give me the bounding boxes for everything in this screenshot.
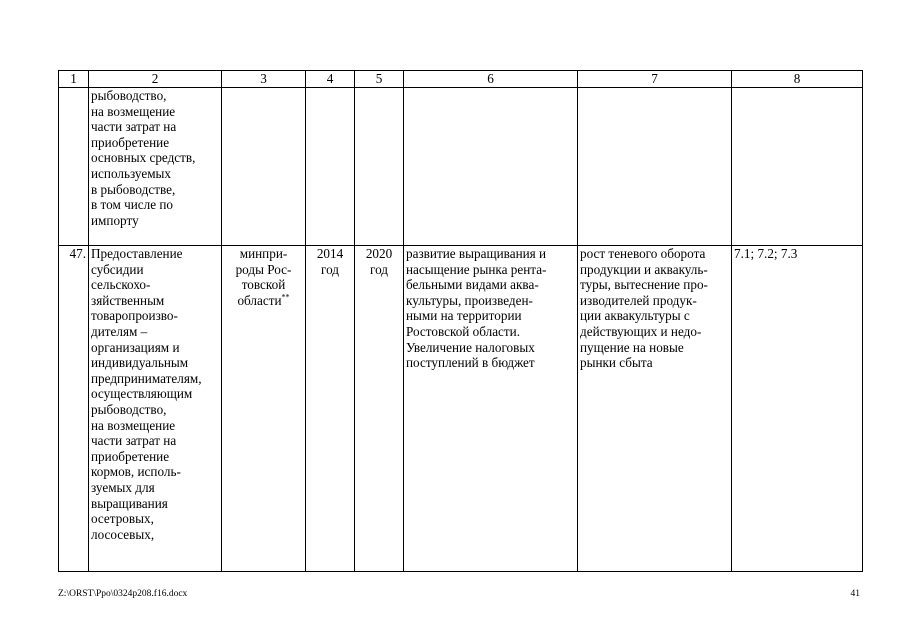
cell-number: 47.: [59, 246, 89, 572]
footer-page-number: 41: [850, 589, 860, 599]
cell-measure-name: рыбоводство, на возмещение части затрат на приобретение основных средств, используемых в рыбоводстве, в том числе по импорту: [89, 88, 222, 246]
cell-end-year: 2020 год: [355, 246, 404, 572]
executor-text: минпри- роды Рос- товской области: [235, 246, 292, 308]
cell-measure-name: Предоставление субсидии сельскохо- зяйственным товаропроизво- дителям – организациям и индивидуальным предпринимателям, осуществляющим рыбоводство, на возмещение части затрат на приобретение кормов, исполь- зуемых для выращивания осетровых, лососевых,: [89, 246, 222, 572]
cell-consequences: рост теневого оборота продукции и аквакуль- туры, вытеснение про- изводителей продук- ции аквакультуры с действующих и недо- пущение на новые рынки сбыта: [578, 246, 732, 572]
col-header-5: 5: [355, 71, 404, 88]
table-row-continuation: [59, 88, 863, 246]
col-header-2: 2: [89, 71, 222, 88]
col-header-8: 8: [732, 71, 863, 88]
cell-consequences: [578, 88, 732, 246]
col-header-3: 3: [222, 71, 306, 88]
col-header-1: 1: [59, 71, 89, 88]
cell-number: [59, 88, 89, 246]
cell-start-year: [306, 88, 355, 246]
cell-executor: [222, 246, 306, 572]
footnote-marker: **: [281, 292, 290, 302]
col-header-6: 6: [404, 71, 578, 88]
measures-table: [58, 70, 863, 572]
footer-file-path: Z:\ORST\Ppo\0324p208.f16.docx: [58, 589, 188, 599]
cell-expected-result: развитие выращивания и насыщение рынка рента- бельными видами аква- культуры, произведен- ными на территории Ростовской области. Увеличение налоговых поступлений в бюджет: [404, 246, 578, 572]
cell-executor: [222, 88, 306, 246]
cell-expected-result: [404, 88, 578, 246]
table-row-47: [59, 246, 863, 572]
cell-end-year: [355, 88, 404, 246]
cell-start-year: 2014 год: [306, 246, 355, 572]
cell-indicators: 7.1; 7.2; 7.3: [732, 246, 863, 572]
header-row: [59, 71, 863, 88]
col-header-4: 4: [306, 71, 355, 88]
col-header-7: 7: [578, 71, 732, 88]
cell-indicators: [732, 88, 863, 246]
